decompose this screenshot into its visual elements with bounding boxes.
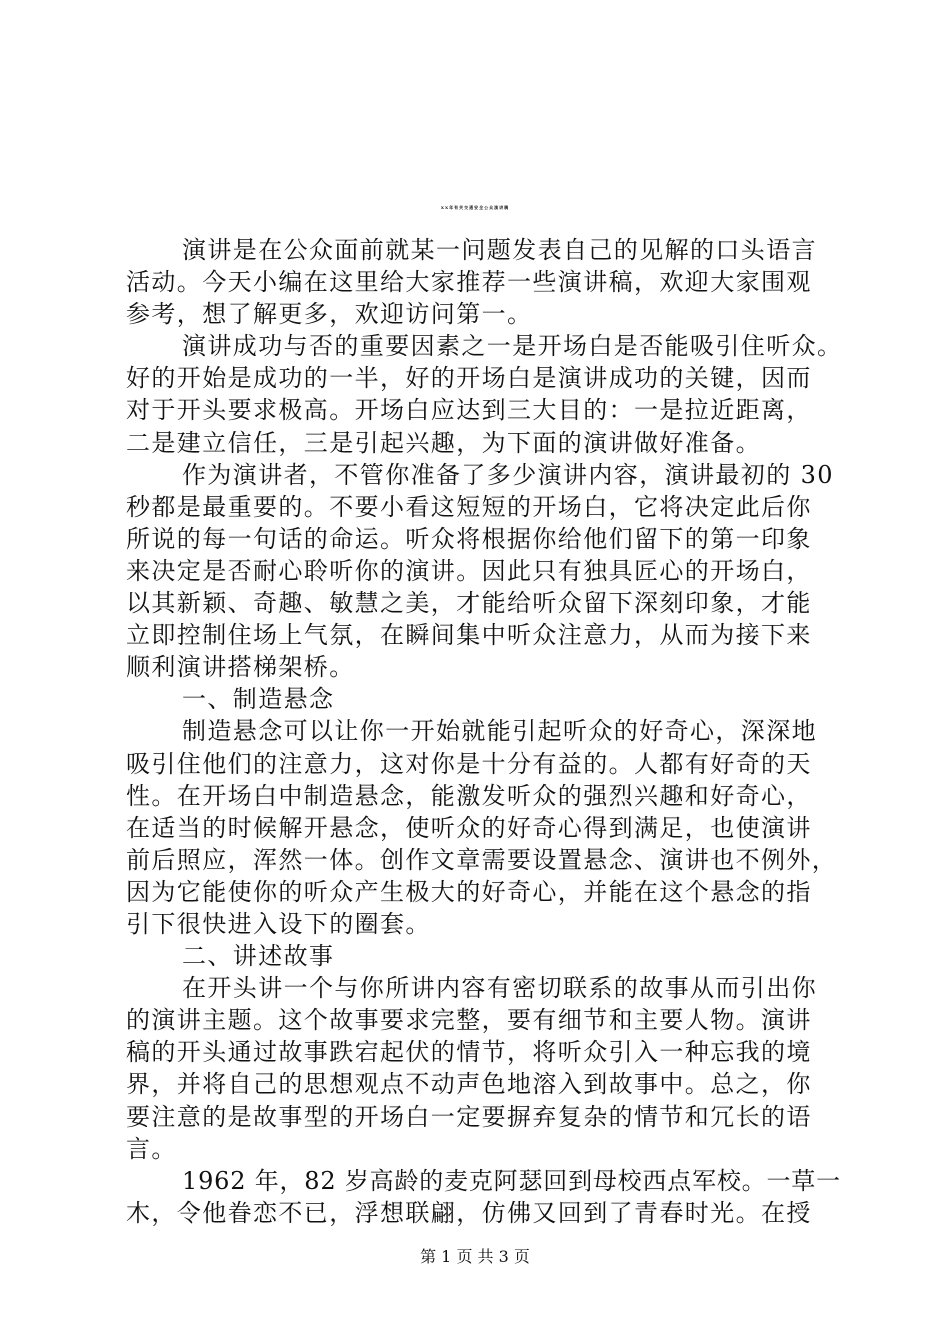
- text-line: 言。: [126, 1134, 177, 1163]
- text-line: 吸引住他们的注意力，这对你是十分有益的。人都有好奇的天: [126, 749, 812, 778]
- text-line: 的演讲主题。这个故事要求完整，要有细节和主要人物。演讲: [126, 1006, 812, 1035]
- text-line: 对于开头要求极高。开场白应达到三大目的：一是拉近距离，: [126, 396, 812, 425]
- text-line: 立即控制住场上气氛，在瞬间集中听众注意力，从而为接下来: [126, 621, 812, 650]
- page-footer: 第 1 页 共 3 页: [420, 1247, 530, 1266]
- text-line: 前后照应，浑然一体。创作文章需要设置悬念、演讲也不例外，: [126, 845, 838, 874]
- text-line: 性。在开场白中制造悬念，能激发听众的强烈兴趣和好奇心，: [126, 781, 812, 810]
- text-line: 好的开始是成功的一半，好的开场白是演讲成功的关键，因而: [126, 364, 812, 393]
- text-line: 作为演讲者，不管你准备了多少演讲内容，演讲最初的 30: [182, 460, 834, 489]
- text-line: 界，并将自己的思想观点不动声色地溶入到故事中。总之，你: [126, 1070, 812, 1099]
- text-line: 演讲是在公众面前就某一问题发表自己的见解的口头语言: [182, 236, 817, 264]
- text-line: 顺利演讲搭梯架桥。: [126, 653, 355, 682]
- text-line: 二、讲述故事: [182, 942, 335, 971]
- text-line: 秒都是最重要的。不要小看这短短的开场白，它将决定此后你: [126, 492, 812, 521]
- text-line: 要注意的是故事型的开场白一定要摒弃复杂的情节和冗长的语: [126, 1102, 812, 1131]
- text-line: 稿的开头通过故事跌宕起伏的情节，将听众引入一种忘我的境: [126, 1038, 812, 1067]
- text-line: 1962 年，82 岁高龄的麦克阿瑟回到母校西点军校。一草一: [182, 1166, 841, 1195]
- text-line: 所说的每一句话的命运。听众将根据你给他们留下的第一印象: [126, 524, 812, 553]
- text-line: 木，令他眷恋不已，浮想联翩，仿佛又回到了青春时光。在授: [126, 1198, 812, 1227]
- text-line: 制造悬念可以让你一开始就能引起听众的好奇心，深深地: [182, 717, 817, 746]
- text-line: 参考，想了解更多，欢迎访问第一。: [126, 300, 533, 329]
- text-line: 以其新颖、奇趣、敏慧之美，才能给听众留下深刻印象，才能: [126, 589, 812, 618]
- document-title: XX年有关交通安全公众演讲稿: [440, 205, 510, 210]
- document-body: [126, 234, 846, 1229]
- text-line: 演讲成功与否的重要因素之一是开场白是否能吸引住听众。: [182, 332, 843, 361]
- text-line: 一、制造悬念: [182, 685, 335, 714]
- text-line: 在开头讲一个与你所讲内容有密切联系的故事从而引出你: [182, 974, 817, 1003]
- text-line: 在适当的时候解开悬念，使听众的好奇心得到满足，也使演讲: [126, 813, 812, 842]
- text-line: 二是建立信任，三是引起兴趣，为下面的演讲做好准备。: [126, 428, 761, 457]
- text-line: 来决定是否耐心聆听你的演讲。因此只有独具匠心的开场白，: [126, 556, 812, 585]
- text-line: 引下很快进入设下的圈套。: [126, 909, 431, 938]
- text-line: 因为它能使你的听众产生极大的好奇心，并能在这个悬念的指: [126, 877, 812, 906]
- text-line: 活动。今天小编在这里给大家推荐一些演讲稿，欢迎大家围观: [126, 268, 812, 297]
